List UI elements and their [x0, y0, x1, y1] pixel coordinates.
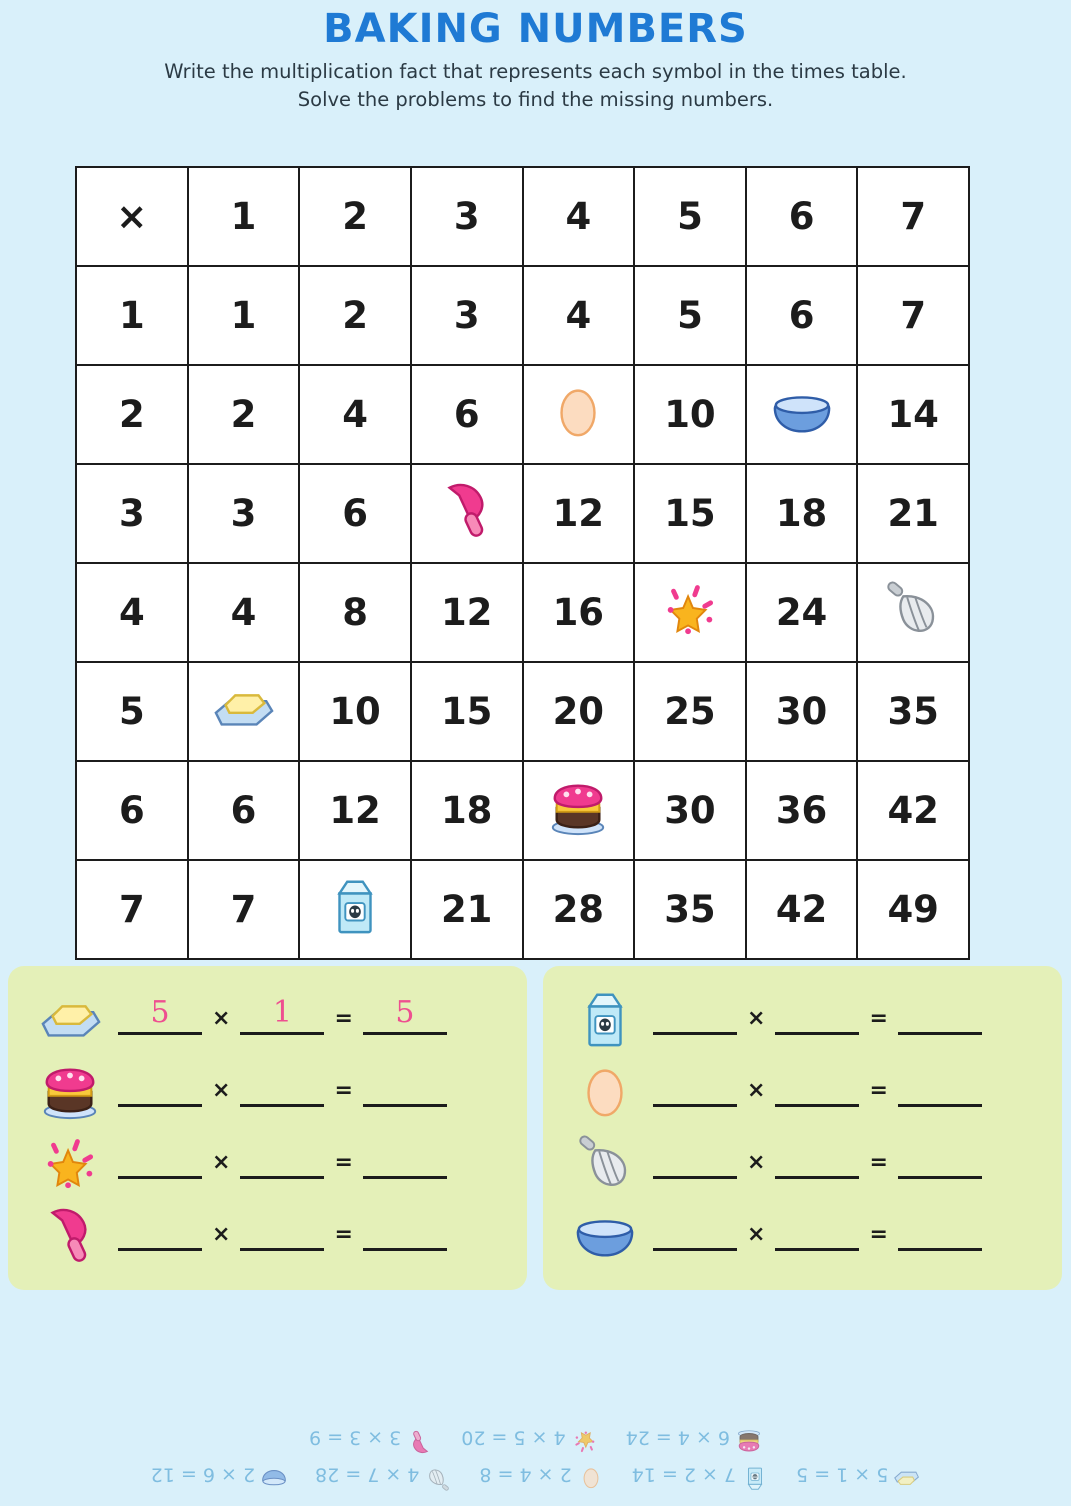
table-cell-7-2 [299, 860, 411, 959]
equals-symbol: = [334, 1221, 353, 1247]
table-row [76, 563, 969, 662]
factor1-blank[interactable] [653, 1074, 737, 1107]
factor1-blank[interactable] [118, 1074, 202, 1107]
multiply-symbol: × [747, 1077, 766, 1103]
table-cell-6-3: 18 [411, 761, 523, 860]
column-header-4: 4 [523, 167, 635, 266]
answer-key-item [796, 1455, 920, 1492]
equals-symbol: = [869, 1077, 888, 1103]
product-blank[interactable] [898, 1074, 982, 1107]
answer-panel-left [8, 966, 527, 1290]
table-cell-7-3: 21 [411, 860, 523, 959]
equals-symbol: = [869, 1149, 888, 1175]
factor1-blank[interactable] [118, 1146, 202, 1179]
factor2-blank[interactable] [775, 1002, 859, 1035]
factor1-blank[interactable] [118, 1218, 202, 1251]
table-cell-1-2: 2 [299, 266, 411, 365]
row-header-3: 3 [76, 464, 188, 563]
answer-key-text: 7 × 2 = 14 [631, 1462, 737, 1485]
multiply-symbol: × [747, 1221, 766, 1247]
table-row [76, 860, 969, 959]
instruction-line-2: Solve the problems to find the missing numbers. [297, 88, 774, 112]
column-header-7: 7 [857, 167, 969, 266]
table-cell-4-7 [857, 563, 969, 662]
whisk-icon [425, 1455, 451, 1492]
milk-carton-icon [557, 987, 653, 1053]
butter-icon [22, 987, 118, 1053]
multiply-symbol: × [212, 1077, 231, 1103]
egg-icon [547, 379, 609, 450]
table-row [76, 464, 969, 563]
factor2-blank[interactable] [240, 1074, 324, 1107]
answer-key-text: 2 × 6 = 12 [150, 1462, 256, 1485]
table-cell-2-3: 6 [411, 365, 523, 464]
table-cell-6-4 [523, 761, 635, 860]
equation-row [22, 984, 513, 1056]
table-row [76, 266, 969, 365]
worksheet-page [0, 6, 1071, 1506]
table-cell-6-5: 30 [634, 761, 746, 860]
product-blank[interactable] [898, 1218, 982, 1251]
equation [653, 1146, 1048, 1183]
table-cell-4-2: 8 [299, 563, 411, 662]
table-cell-7-7: 49 [857, 860, 969, 959]
mixing-bowl-icon [261, 1455, 287, 1492]
table-cell-1-3: 3 [411, 266, 523, 365]
table-cell-2-5: 10 [634, 365, 746, 464]
factor2-blank[interactable] [775, 1074, 859, 1107]
equals-symbol: = [334, 1077, 353, 1103]
answer-key-line-1 [0, 1455, 1071, 1492]
equals-symbol: = [334, 1149, 353, 1175]
table-cell-3-7: 21 [857, 464, 969, 563]
equation [653, 1002, 1048, 1039]
answer-key-item [632, 1455, 768, 1492]
multiply-symbol: × [747, 1149, 766, 1175]
whisk-icon [882, 577, 944, 648]
answer-key-item [315, 1455, 451, 1492]
page-title: BAKING NUMBERS [323, 6, 748, 52]
factor1-blank[interactable] [653, 1218, 737, 1251]
mixing-bowl-icon [557, 1203, 653, 1269]
table-row [76, 761, 969, 860]
instruction-line-1: Write the multiplication fact that represents each symbol in the times table. [164, 60, 907, 83]
table-cell-3-2: 6 [299, 464, 411, 563]
table-cell-1-7: 7 [857, 266, 969, 365]
column-header-6: 6 [746, 167, 858, 266]
row-header-5: 5 [76, 662, 188, 761]
table-cell-5-5: 25 [634, 662, 746, 761]
table-cell-1-5: 5 [634, 266, 746, 365]
table-cell-3-3 [411, 464, 523, 563]
table-cell-5-2: 10 [299, 662, 411, 761]
table-cell-5-1 [188, 662, 300, 761]
equals-symbol: = [869, 1005, 888, 1031]
cake-icon [736, 1418, 762, 1455]
answer-key-text: 4 × 5 = 20 [461, 1425, 566, 1448]
sprinkles-icon [572, 1418, 598, 1455]
multiply-symbol: × [212, 1005, 231, 1031]
table-row [76, 365, 969, 464]
egg-icon [557, 1059, 653, 1125]
table-cell-7-5: 35 [634, 860, 746, 959]
factor2-blank[interactable] [240, 1218, 324, 1251]
table-cell-1-6: 6 [746, 266, 858, 365]
egg-icon [578, 1455, 604, 1492]
product-blank[interactable] [363, 1218, 447, 1251]
equation-row [22, 1056, 513, 1128]
column-header-3: 3 [411, 167, 523, 266]
table-cell-4-5 [634, 563, 746, 662]
table-cell-4-4: 16 [523, 563, 635, 662]
butter-icon [894, 1455, 920, 1492]
equation [118, 1146, 513, 1183]
factor2-blank[interactable] [775, 1146, 859, 1179]
equation-row [557, 1200, 1048, 1272]
table-cell-2-6 [746, 365, 858, 464]
table-cell-7-1: 7 [188, 860, 300, 959]
answer-key [0, 1418, 1071, 1493]
row-header-6: 6 [76, 761, 188, 860]
row-header-4: 4 [76, 563, 188, 662]
table-cell-3-6: 18 [746, 464, 858, 563]
table-cell-6-1: 6 [188, 761, 300, 860]
sprinkles-icon [659, 577, 721, 648]
table-cell-4-6: 24 [746, 563, 858, 662]
table-cell-7-6: 42 [746, 860, 858, 959]
table-cell-2-7: 14 [857, 365, 969, 464]
equation-row [22, 1128, 513, 1200]
equation-row [557, 1056, 1048, 1128]
table-row [76, 662, 969, 761]
product-blank[interactable] [363, 1146, 447, 1179]
spatula-icon [436, 478, 498, 549]
cake-icon [547, 775, 609, 846]
table-cell-2-4 [523, 365, 635, 464]
product-blank[interactable] [898, 1002, 982, 1035]
spatula-icon [407, 1418, 433, 1455]
table-cell-2-2: 4 [299, 365, 411, 464]
factor2-blank[interactable] [775, 1218, 859, 1251]
equals-symbol: = [334, 1005, 353, 1031]
table-cell-4-1: 4 [188, 563, 300, 662]
answer-key-item [461, 1418, 597, 1455]
column-header-2: 2 [299, 167, 411, 266]
answer-key-text: 3 × 3 = 9 [309, 1425, 402, 1448]
row-header-1: 1 [76, 266, 188, 365]
equation [118, 1074, 513, 1111]
equation [653, 1218, 1048, 1255]
spatula-icon [22, 1203, 118, 1269]
table-cell-2-1: 2 [188, 365, 300, 464]
milk-carton-icon [324, 874, 386, 945]
mixing-bowl-icon [771, 379, 833, 450]
cake-icon [22, 1059, 118, 1125]
multiply-symbol: × [212, 1149, 231, 1175]
factor1-blank[interactable] [653, 1002, 737, 1035]
milk-carton-icon [742, 1455, 768, 1492]
row-header-2: 2 [76, 365, 188, 464]
factor2-blank[interactable] [240, 1146, 324, 1179]
product-blank[interactable]: 5 [363, 1002, 447, 1035]
whisk-icon [557, 1131, 653, 1197]
butter-icon [212, 676, 274, 747]
answer-key-item [309, 1418, 433, 1455]
table-header-row [76, 167, 969, 266]
table-cell-6-7: 42 [857, 761, 969, 860]
table-cell-6-2: 12 [299, 761, 411, 860]
answer-key-text: 2 × 4 = 8 [479, 1462, 572, 1485]
multiply-symbol: × [747, 1005, 766, 1031]
table-cell-3-4: 12 [523, 464, 635, 563]
equation-row [22, 1200, 513, 1272]
table-cell-6-6: 36 [746, 761, 858, 860]
product-blank[interactable] [898, 1146, 982, 1179]
equation [118, 1218, 513, 1255]
sprinkles-icon [22, 1131, 118, 1197]
equation-row [557, 984, 1048, 1056]
product-blank[interactable] [363, 1074, 447, 1107]
answer-panels [8, 966, 1063, 1290]
table-cell-5-4: 20 [523, 662, 635, 761]
factor1-blank[interactable] [653, 1146, 737, 1179]
equation-row [557, 1128, 1048, 1200]
table-cell-5-6: 30 [746, 662, 858, 761]
column-header-5: 5 [634, 167, 746, 266]
answer-key-item [151, 1455, 287, 1492]
answer-key-item [479, 1455, 603, 1492]
answer-panel-right [543, 966, 1062, 1290]
equals-symbol: = [869, 1221, 888, 1247]
table-cell-5-3: 15 [411, 662, 523, 761]
table-cell-1-4: 4 [523, 266, 635, 365]
column-header-1: 1 [188, 167, 300, 266]
row-header-7: 7 [76, 860, 188, 959]
times-table [75, 166, 970, 960]
table-cell-3-5: 15 [634, 464, 746, 563]
table-cell-3-1: 3 [188, 464, 300, 563]
answer-key-text: 5 × 1 = 5 [796, 1462, 889, 1485]
table-cell-5-7: 35 [857, 662, 969, 761]
table-cell-1-1: 1 [188, 266, 300, 365]
equation [653, 1074, 1048, 1111]
answer-key-item [626, 1418, 762, 1455]
answer-key-text: 4 × 7 = 28 [315, 1462, 420, 1485]
times-table-container [75, 166, 970, 960]
answer-key-text: 6 × 4 = 24 [625, 1425, 730, 1448]
table-corner-cell: × [76, 167, 188, 266]
table-cell-7-4: 28 [523, 860, 635, 959]
factor1-blank[interactable]: 5 [118, 1002, 202, 1035]
equation [118, 994, 513, 1039]
factor2-blank[interactable]: 1 [240, 1002, 324, 1035]
multiply-symbol: × [212, 1221, 231, 1247]
table-cell-4-3: 12 [411, 563, 523, 662]
answer-key-line-2 [0, 1418, 1071, 1455]
